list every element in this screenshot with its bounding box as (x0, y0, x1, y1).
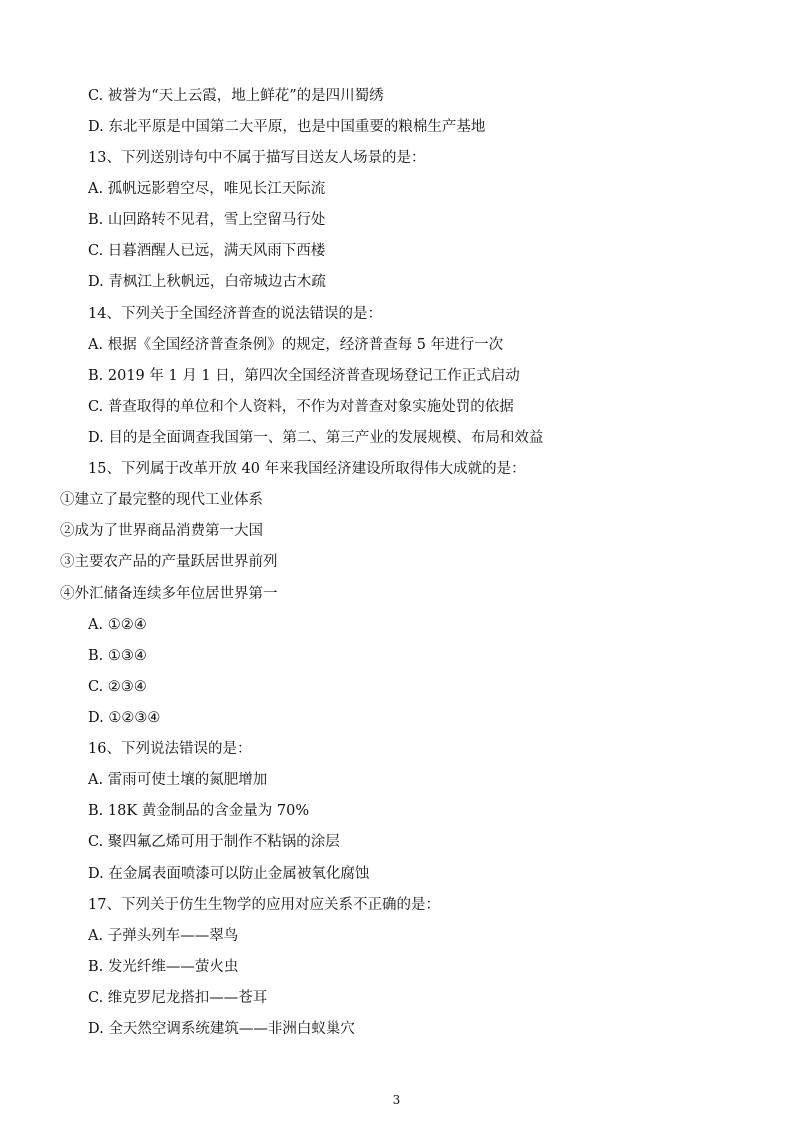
q15-option-b: B. ①③④ (88, 648, 147, 664)
q17-option-b: B. 发光纤维——萤火虫 (88, 959, 239, 975)
q14-option-c: C. 普查取得的单位和个人资料，不作为对普查对象实施处罚的依据 (88, 399, 514, 415)
q16-option-b: B. 18K 黄金制品的含金量为 70% (88, 803, 310, 819)
q15-option-d: D. ①②③④ (88, 710, 161, 726)
q17-option-a: A. 子弹头列车——翠鸟 (88, 928, 239, 944)
q16-option-c: C. 聚四氟乙烯可用于制作不粘锅的涂层 (88, 834, 340, 850)
question-16: 16、下列说法错误的是： (88, 741, 252, 757)
q16-option-d: D. 在金属表面喷漆可以防止金属被氧化腐蚀 (88, 866, 370, 882)
q13-option-a: A. 孤帆远影碧空尽，唯见长江天际流 (88, 181, 326, 197)
q14-option-a: A. 根据《全国经济普查条例》的规定，经济普查每 5 年进行一次 (88, 337, 504, 353)
question-17: 17、下列关于仿生生物学的应用对应关系不正确的是： (88, 897, 440, 913)
q15-statement-3: ③主要农产品的产量跃居世界前列 (60, 554, 278, 570)
q14-option-b: B. 2019 年 1 月 1 日，第四次全国经济普查现场登记工作正式启动 (88, 368, 520, 384)
question-13: 13、下列送别诗句中不属于描写目送友人场景的是： (88, 150, 426, 166)
q15-statement-4: ④外汇储备连续多年位居世界第一 (60, 586, 278, 602)
q13-option-c: C. 日暮酒醒人已远，满天风雨下西楼 (88, 243, 326, 259)
option-c-line: C. 被誉为“天上云霞，地上鲜花”的是四川蜀绣 (88, 88, 384, 104)
q17-option-d: D. 全天然空调系统建筑——非洲白蚁巢穴 (88, 1021, 355, 1037)
q13-option-d: D. 青枫江上秋帆远，白帝城边古木疏 (88, 274, 326, 290)
q13-option-b: B. 山回路转不见君，雪上空留马行处 (88, 212, 326, 228)
q15-option-c: C. ②③④ (88, 679, 147, 695)
question-14: 14、下列关于全国经济普查的说法错误的是： (88, 306, 382, 322)
q14-option-d: D. 目的是全面调查我国第一、第二、第三产业的发展规模、布局和效益 (88, 430, 544, 446)
q15-option-a: A. ①②④ (88, 617, 147, 633)
q15-statement-1: ①建立了最完整的现代工业体系 (60, 492, 263, 508)
page-number: 3 (392, 1093, 401, 1107)
q16-option-a: A. 雷雨可使土壤的氮肥增加 (88, 772, 268, 788)
q17-option-c: C. 维克罗尼龙搭扣——苍耳 (88, 990, 268, 1006)
option-d-line: D. 东北平原是中国第二大平原，也是中国重要的粮棉生产基地 (88, 119, 486, 135)
q15-statement-2: ②成为了世界商品消费第一大国 (60, 523, 263, 539)
question-15: 15、下列属于改革开放 40 年来我国经济建设所取得伟大成就的是： (88, 461, 526, 477)
